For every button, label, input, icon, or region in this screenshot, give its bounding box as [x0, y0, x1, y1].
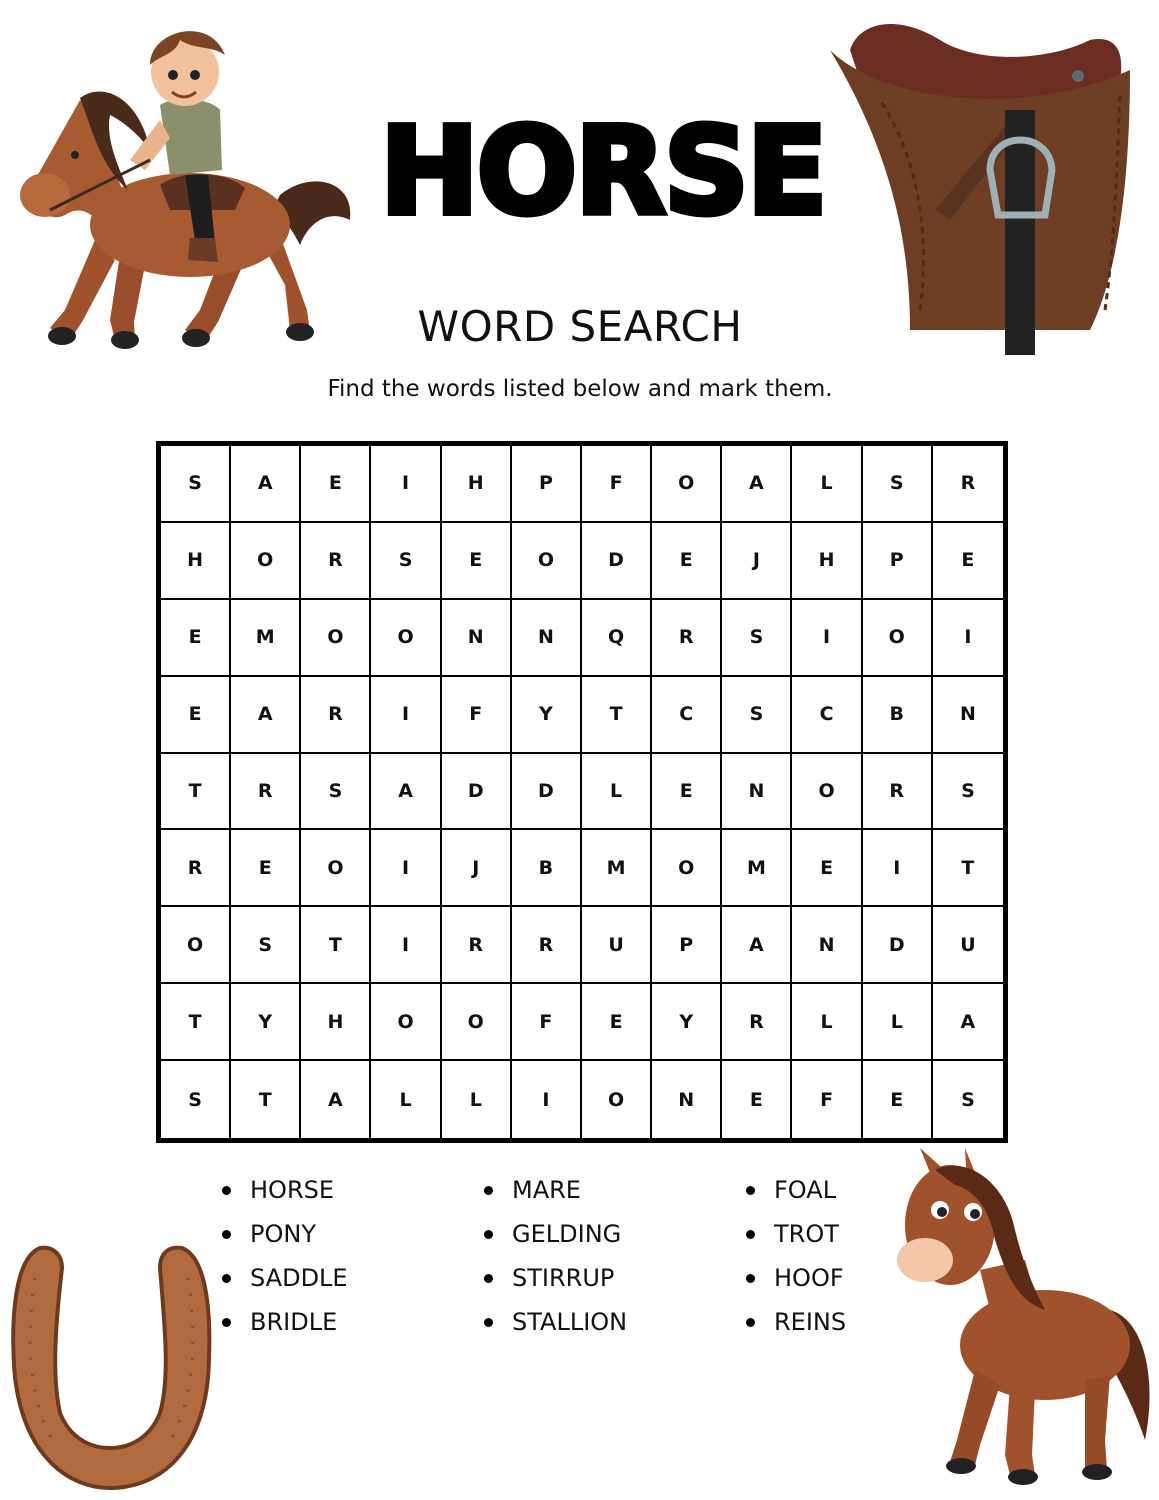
bullet-icon: [484, 1230, 493, 1239]
grid-cell[interactable]: S: [961, 1088, 975, 1111]
word-label: STALLION: [512, 1308, 628, 1336]
grid-cell[interactable]: N: [512, 600, 582, 677]
grid-cell[interactable]: Y: [652, 984, 722, 1061]
grid-cell[interactable]: E: [301, 446, 371, 523]
grid-cell[interactable]: I: [371, 677, 441, 754]
grid-cell[interactable]: E: [722, 1061, 792, 1138]
grid-cell[interactable]: F: [512, 984, 582, 1061]
word-list-item: [746, 1264, 844, 1292]
bullet-icon: [746, 1230, 755, 1239]
grid-cell[interactable]: A: [231, 446, 301, 523]
word-list: [222, 1176, 882, 1356]
grid-cell[interactable]: A: [371, 754, 441, 831]
word-search-grid: [156, 441, 1008, 1143]
word-list-item: [222, 1220, 316, 1248]
grid-cell[interactable]: R: [512, 907, 582, 984]
grid-cell[interactable]: N: [933, 677, 1003, 754]
word-list-item: [222, 1176, 334, 1204]
grid-cell[interactable]: E: [442, 523, 512, 600]
word-list-item: [746, 1176, 836, 1204]
bullet-icon: [222, 1274, 231, 1283]
grid-cell[interactable]: U: [582, 907, 652, 984]
grid-cell[interactable]: B: [863, 677, 933, 754]
grid-cell[interactable]: F: [792, 1061, 862, 1138]
grid-cell[interactable]: R: [301, 677, 371, 754]
grid-cell[interactable]: S: [863, 446, 933, 523]
grid-cell[interactable]: T: [301, 907, 371, 984]
grid-cell[interactable]: O: [652, 446, 722, 523]
grid-cell[interactable]: C: [792, 677, 862, 754]
word-list-item: [484, 1220, 621, 1248]
grid-cell[interactable]: J: [442, 830, 512, 907]
instructions-text: Find the words listed below and mark them.: [327, 376, 833, 402]
grid-cell[interactable]: T: [582, 677, 652, 754]
word-list-item: [746, 1308, 846, 1336]
grid-cell[interactable]: L: [792, 446, 862, 523]
saddle-illustration: [820, 10, 1140, 355]
grid-cell[interactable]: T: [161, 984, 231, 1061]
grid-cell[interactable]: F: [582, 446, 652, 523]
grid-cell[interactable]: N: [722, 754, 792, 831]
bullet-icon: [746, 1186, 755, 1195]
grid-cell[interactable]: C: [652, 677, 722, 754]
word-label: GELDING: [512, 1220, 622, 1248]
grid-cell[interactable]: H: [442, 446, 512, 523]
grid-cell[interactable]: O: [863, 600, 933, 677]
grid-cell[interactable]: I: [792, 600, 862, 677]
grid-cell[interactable]: O: [161, 907, 231, 984]
word-list-item: [484, 1308, 627, 1336]
word-label: TROT: [774, 1220, 839, 1248]
grid-cell[interactable]: M: [582, 830, 652, 907]
grid-cell[interactable]: R: [863, 754, 933, 831]
grid-cell[interactable]: D: [863, 907, 933, 984]
grid-cell[interactable]: T: [231, 1061, 301, 1138]
grid-cell[interactable]: O: [792, 754, 862, 831]
grid-cell[interactable]: I: [371, 907, 441, 984]
grid-cell[interactable]: H: [301, 984, 371, 1061]
grid-cell[interactable]: O: [582, 1061, 652, 1138]
grid-cell[interactable]: I: [512, 1061, 582, 1138]
grid-cell[interactable]: Y: [231, 984, 301, 1061]
grid-cell[interactable]: S: [161, 446, 231, 523]
word-label: MARE: [512, 1176, 581, 1204]
grid-cell[interactable]: H: [161, 523, 231, 600]
grid-cell[interactable]: S: [301, 754, 371, 831]
grid-cell[interactable]: T: [161, 754, 231, 831]
grid-cell[interactable]: S: [722, 677, 792, 754]
bullet-icon: [746, 1274, 755, 1283]
grid-cell[interactable]: L: [442, 1061, 512, 1138]
page-title: HORSE: [380, 100, 826, 242]
grid-cell[interactable]: S: [231, 907, 301, 984]
bullet-icon: [484, 1186, 493, 1195]
grid-cell[interactable]: O: [652, 830, 722, 907]
grid-cell[interactable]: D: [442, 754, 512, 831]
word-list-item: [222, 1308, 337, 1336]
word-list-item: [484, 1176, 581, 1204]
grid-cell[interactable]: E: [161, 677, 231, 754]
grid-cell[interactable]: I: [933, 600, 1003, 677]
word-label: HORSE: [250, 1176, 335, 1204]
page-subtitle: WORD SEARCH: [417, 302, 743, 351]
grid-cell[interactable]: A: [933, 984, 1003, 1061]
grid-cell[interactable]: D: [582, 523, 652, 600]
grid-cell[interactable]: E: [933, 523, 1003, 600]
grid-cell[interactable]: Q: [582, 600, 652, 677]
grid-cell[interactable]: N: [652, 1061, 722, 1138]
bullet-icon: [746, 1318, 755, 1327]
horseshoe-illustration: [10, 1238, 215, 1493]
grid-cell[interactable]: E: [792, 830, 862, 907]
grid-cell[interactable]: I: [371, 830, 441, 907]
grid-cell[interactable]: R: [652, 600, 722, 677]
boy-riding-horse-illustration: [10, 10, 355, 360]
grid-cell[interactable]: L: [371, 1061, 441, 1138]
grid-cell[interactable]: O: [371, 984, 441, 1061]
grid-cell[interactable]: D: [512, 754, 582, 831]
word-label: BRIDLE: [250, 1308, 338, 1336]
grid-cell[interactable]: M: [231, 600, 301, 677]
grid-cell[interactable]: T: [933, 830, 1003, 907]
grid-cell[interactable]: P: [863, 523, 933, 600]
bullet-icon: [222, 1186, 231, 1195]
grid-cell[interactable]: N: [442, 600, 512, 677]
cartoon-horse-illustration: [895, 1140, 1155, 1490]
grid-cell[interactable]: N: [792, 907, 862, 984]
word-label: REINS: [774, 1308, 847, 1336]
grid-cell[interactable]: H: [792, 523, 862, 600]
grid-cell[interactable]: E: [231, 830, 301, 907]
grid-cell[interactable]: O: [301, 600, 371, 677]
grid-cell[interactable]: L: [792, 984, 862, 1061]
grid-cell[interactable]: O: [371, 600, 441, 677]
grid-cell[interactable]: P: [512, 446, 582, 523]
grid-cell[interactable]: E: [652, 754, 722, 831]
grid-cell[interactable]: I: [371, 446, 441, 523]
grid-cell[interactable]: L: [863, 984, 933, 1061]
grid-cell[interactable]: O: [512, 523, 582, 600]
word-label: FOAL: [774, 1176, 837, 1204]
grid-cell[interactable]: S: [371, 523, 441, 600]
grid-cell[interactable]: R: [231, 754, 301, 831]
grid-cell[interactable]: R: [933, 446, 1003, 523]
grid-cell[interactable]: O: [442, 984, 512, 1061]
word-list-item: [222, 1264, 348, 1292]
grid-cell[interactable]: A: [722, 907, 792, 984]
grid-cell[interactable]: S: [161, 1061, 231, 1138]
grid-cell[interactable]: S: [722, 600, 792, 677]
grid-cell[interactable]: O: [231, 523, 301, 600]
word-label: SADDLE: [250, 1264, 348, 1292]
grid-cell[interactable]: E: [161, 600, 231, 677]
grid-cell[interactable]: U: [933, 907, 1003, 984]
word-label: HOOF: [774, 1264, 844, 1292]
bullet-icon: [222, 1318, 231, 1327]
grid-cell[interactable]: E: [652, 523, 722, 600]
bullet-icon: [484, 1274, 493, 1283]
grid-cell[interactable]: I: [863, 830, 933, 907]
bullet-icon: [484, 1318, 493, 1327]
grid-cell[interactable]: B: [512, 830, 582, 907]
grid-cell[interactable]: A: [722, 446, 792, 523]
grid-cell[interactable]: F: [442, 677, 512, 754]
grid-cell[interactable]: A: [231, 677, 301, 754]
grid-cell[interactable]: A: [301, 1061, 371, 1138]
word-label: PONY: [250, 1220, 316, 1248]
grid-cell[interactable]: R: [442, 907, 512, 984]
grid-cell[interactable]: E: [582, 984, 652, 1061]
word-list-item: [484, 1264, 614, 1292]
grid-cell[interactable]: M: [722, 830, 792, 907]
word-label: STIRRUP: [512, 1264, 615, 1292]
grid-cell[interactable]: R: [301, 523, 371, 600]
word-list-item: [746, 1220, 839, 1248]
grid-cell[interactable]: Y: [512, 677, 582, 754]
grid-cell[interactable]: L: [582, 754, 652, 831]
grid-cell[interactable]: R: [722, 984, 792, 1061]
bullet-icon: [222, 1230, 231, 1239]
grid-cell[interactable]: R: [161, 830, 231, 907]
grid-cell[interactable]: E: [863, 1061, 933, 1138]
grid-cell[interactable]: J: [722, 523, 792, 600]
grid-cell[interactable]: S: [933, 754, 1003, 831]
grid-cell[interactable]: P: [652, 907, 722, 984]
grid-cell[interactable]: O: [301, 830, 371, 907]
